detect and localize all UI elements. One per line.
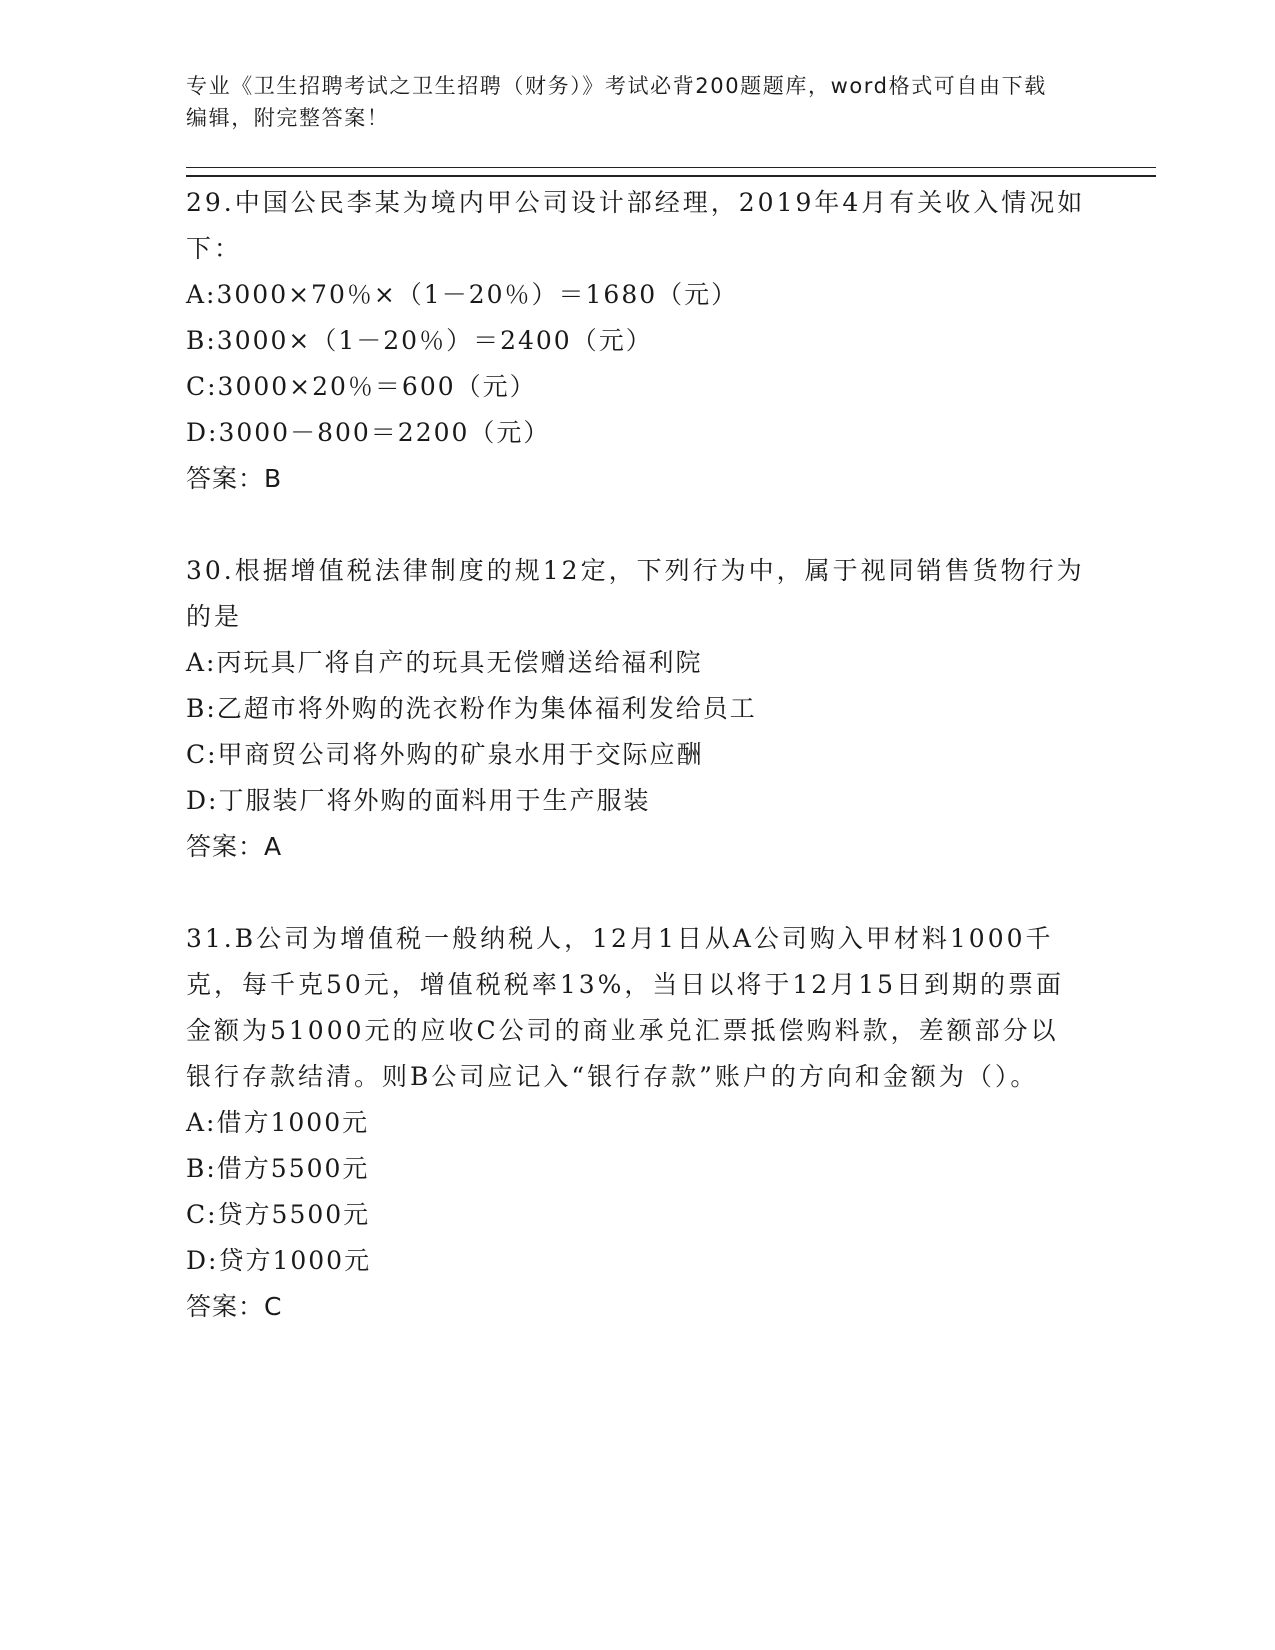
option-a: A:借方1000元	[186, 1108, 370, 1137]
question-text: 30.根据增值税法律制度的规12定，下列行为中，属于视同销售货物行为的是	[186, 556, 1085, 631]
option-d: D:丁服装厂将外购的面料用于生产服装	[186, 786, 651, 815]
option-d: D:贷方1000元	[186, 1246, 372, 1275]
question-29	[186, 180, 1156, 502]
answer-line: 答案：C	[186, 1292, 283, 1321]
question-spacer	[186, 502, 1156, 548]
question-31	[186, 916, 1156, 1330]
option-c: C:3000×20％＝600（元）	[186, 372, 537, 401]
option-b: B:乙超市将外购的洗衣粉作为集体福利发给员工	[186, 694, 757, 723]
header-divider	[186, 167, 1156, 177]
option-c: C:贷方5500元	[186, 1200, 371, 1229]
question-spacer	[186, 870, 1156, 916]
question-text: 29.中国公民李某为境内甲公司设计部经理，2019年4月有关收入情况如下：	[186, 188, 1086, 263]
question-text: 31.B公司为增值税一般纳税人，12月1日从A公司购入甲材料1000千克，每千克50元，增值税税率13%，当日以将于12月15日到期的票面金额为51000元的应收C公司的商业承兑汇票抵偿购料款，差额部分以银行存款结清。则B公司应记入“银行存款”账户的方向和金额为（）。	[186, 924, 1065, 1091]
question-30	[186, 548, 1156, 870]
option-a: A:丙玩具厂将自产的玩具无偿赠送给福利院	[186, 648, 703, 677]
option-a: A:3000×70％×（1－20％）＝1680（元）	[186, 280, 739, 309]
answer-line: 答案：A	[186, 832, 283, 861]
option-b: B:3000×（1－20％）＝2400（元）	[186, 326, 653, 355]
option-b: B:借方5500元	[186, 1154, 370, 1183]
option-d: D:3000－800＝2200（元）	[186, 418, 551, 447]
document-header: 专业《卫生招聘考试之卫生招聘（财务）》考试必背200题题库，word格式可自由下载编辑，附完整答案！	[186, 74, 1047, 130]
option-c: C:甲商贸公司将外购的矿泉水用于交际应酬	[186, 740, 704, 769]
document-page	[186, 70, 1156, 1330]
answer-line: 答案：B	[186, 464, 283, 493]
